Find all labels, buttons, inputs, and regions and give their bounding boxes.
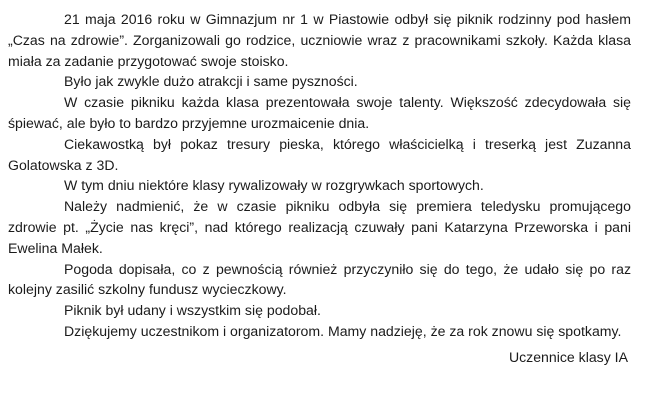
paragraph-talents: W czasie pikniku każda klasa prezentowała swoje talenty. Większość zdecydowała się śpiewać, ale było to bardzo przyjemne urozmaicenie dnia. <box>8 94 631 131</box>
paragraph-picnic-intro: 21 maja 2016 roku w Gimnazjum nr 1 w Piastowie odbył się piknik rodzinny pod hasłem „Czas na zdrowie”. Zorganizowali go rodzice, uczniowie wraz z pracownikami szkoły. Każda klasa miała za zadanie przygotować swoje stoisko. <box>8 11 631 69</box>
signature: Uczennice klasy IA <box>508 348 628 365</box>
paragraph-music-video: Należy nadmienić, że w czasie pikniku odbyła się premiera teledysku promującego zdrowie pt. „Życie nas kręci”, nad którego realizacją czuwały pani Katarzyna Przeworska i pani Ewelina Małek. <box>8 198 631 256</box>
document-body <box>8 9 631 368</box>
paragraph-success: Piknik był udany i wszystkim się podobał. <box>64 302 321 319</box>
paragraph-attractions: Było jak zwykle dużo atrakcji i same pyszności. <box>64 73 358 90</box>
paragraph-weather-fund: Pogoda dopisała, co z pewnością również przyczyniło się do tego, że udało się po raz kolejny zasilić szkolny fundusz wycieczkowy. <box>8 260 631 298</box>
paragraph-dog-show: Ciekawostką był pokaz tresury pieska, którego właścicielką i treserką jest Zuzanna Golatowska z 3D. <box>8 135 631 173</box>
paragraph-thanks: Dziękujemy uczestnikom i organizatorom. Mamy nadzieję, że za rok znowu się spotkamy. <box>64 322 622 339</box>
paragraph-sports: W tym dniu niektóre klasy rywalizowały w rozgrywkach sportowych. <box>64 177 484 194</box>
